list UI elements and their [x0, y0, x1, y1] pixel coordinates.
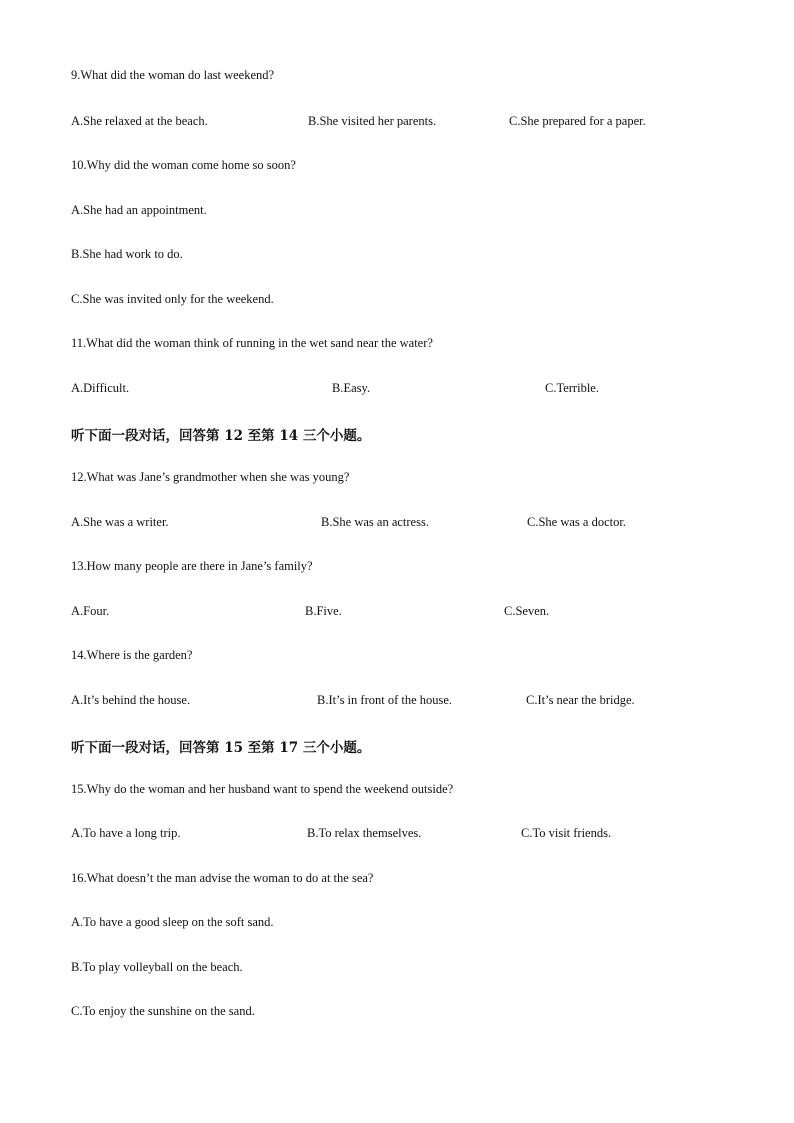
option-15c: C.To visit friends. — [521, 826, 612, 840]
option-10a: A.She had an appointment. — [71, 203, 207, 217]
option-11b: B.Easy. — [332, 381, 371, 395]
option-16c: C.To enjoy the sunshine on the sand. — [71, 1004, 255, 1018]
question-16: 16.What doesn’t the man advise the woman to do at the sea? — [71, 871, 374, 885]
section-heading-15-17: 听下面一段对话，回答第 15 至第 17 三个小题。 — [71, 740, 371, 756]
option-12b: B.She was an actress. — [321, 515, 429, 529]
option-13c: C.Seven. — [504, 604, 550, 618]
question-12: 12.What was Jane’s grandmother when she was young? — [71, 470, 350, 484]
option-9a: A.She relaxed at the beach. — [71, 114, 208, 128]
option-9c: C.She prepared for a paper. — [509, 114, 646, 128]
option-14a: A.It’s behind the house. — [71, 693, 191, 707]
option-10b: B.She had work to do. — [71, 247, 183, 261]
option-13b: B.Five. — [305, 604, 342, 618]
option-15a: A.To have a long trip. — [71, 826, 181, 840]
question-13: 13.How many people are there in Jane’s family? — [71, 559, 313, 573]
option-10c: C.She was invited only for the weekend. — [71, 292, 274, 306]
question-10: 10.Why did the woman come home so soon? — [71, 158, 296, 172]
option-14c: C.It’s near the bridge. — [526, 693, 635, 707]
option-11c: C.Terrible. — [545, 381, 599, 395]
option-13a: A.Four. — [71, 604, 110, 618]
option-12a: A.She was a writer. — [71, 515, 169, 529]
option-14b: B.It’s in front of the house. — [317, 693, 453, 707]
question-15: 15.Why do the woman and her husband want to spend the weekend outside? — [71, 782, 454, 796]
option-15b: B.To relax themselves. — [307, 826, 422, 840]
section-heading-12-14: 听下面一段对话，回答第 12 至第 14 三个小题。 — [71, 428, 371, 444]
question-11: 11.What did the woman think of running in the wet sand near the water? — [71, 336, 433, 350]
option-9b: B.She visited her parents. — [308, 114, 437, 128]
option-12c: C.She was a doctor. — [527, 515, 626, 529]
option-11a: A.Difficult. — [71, 381, 130, 395]
option-16a: A.To have a good sleep on the soft sand. — [71, 915, 274, 929]
question-9: 9.What did the woman do last weekend? — [71, 68, 275, 82]
option-16b: B.To play volleyball on the beach. — [71, 960, 243, 974]
question-14: 14.Where is the garden? — [71, 648, 193, 662]
